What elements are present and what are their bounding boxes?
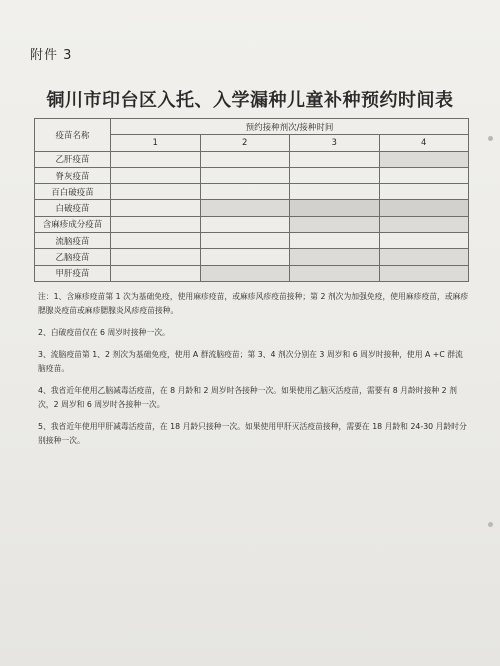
- punch-hole-bottom: [488, 522, 493, 527]
- schedule-cell: [290, 216, 380, 232]
- schedule-cell: [379, 233, 469, 249]
- schedule-cell: [200, 233, 290, 249]
- note-4: 4、我省近年使用乙脑减毒活疫苗，在 8 月龄和 2 周岁时各接种一次。如果使用乙脑灭活疫苗，需要有 8 月龄时接种 2 剂次，2 周岁和 6 周岁时各接种一次。: [38, 386, 457, 409]
- table-row: [35, 184, 469, 200]
- note-5: 5、我省近年使用甲肝减毒活疫苗，在 18 月龄只接种一次。如果使用甲肝灭活疫苗接种，需要在 18 月龄和 24-30 月龄时分别接种一次。: [38, 422, 467, 445]
- schedule-cell: [111, 216, 201, 232]
- dose-number-3: 3: [290, 135, 380, 151]
- dose-number-4: 4: [379, 135, 469, 151]
- table-header-row: [35, 119, 469, 135]
- schedule-cell: [200, 167, 290, 183]
- schedule-cell: [200, 184, 290, 200]
- schedule-cell: [379, 265, 469, 281]
- dose-number-2: 2: [200, 135, 290, 151]
- schedule-cell: [290, 265, 380, 281]
- vaccine-name: 脊灰疫苗: [35, 167, 111, 183]
- schedule-cell: [379, 216, 469, 232]
- vaccine-name: 乙脑疫苗: [35, 249, 111, 265]
- note-1: 注：1、含麻疹疫苗第 1 次为基础免疫，使用麻疹疫苗，或麻疹风疹疫苗接种；第 2 剂次为加强免疫，使用麻疹疫苗，或麻疹腮腺炎疫苗或麻疹腮腺炎风疹疫苗接种。: [38, 292, 469, 315]
- header-vaccine-name: 疫苗名称: [35, 119, 111, 152]
- attachment-label: 附件 3: [30, 48, 73, 63]
- schedule-cell: [290, 249, 380, 265]
- table-row: [35, 233, 469, 249]
- schedule-cell: [200, 200, 290, 216]
- schedule-cell: [111, 184, 201, 200]
- vaccine-name: 含麻疹成分疫苗: [35, 216, 111, 232]
- vaccine-name: 流脑疫苗: [35, 233, 111, 249]
- schedule-cell: [290, 184, 380, 200]
- schedule-cell: [200, 151, 290, 167]
- vaccine-name: 白破疫苗: [35, 200, 111, 216]
- vaccine-name: 乙肝疫苗: [35, 151, 111, 167]
- schedule-cell: [111, 200, 201, 216]
- schedule-cell: [200, 265, 290, 281]
- vaccine-name: 甲肝疫苗: [35, 265, 111, 281]
- schedule-cell: [379, 151, 469, 167]
- schedule-cell: [290, 233, 380, 249]
- schedule-cell: [379, 167, 469, 183]
- table-row: [35, 249, 469, 265]
- schedule-cell: [111, 167, 201, 183]
- schedule-cell: [200, 249, 290, 265]
- vaccine-name: 百白破疫苗: [35, 184, 111, 200]
- table-row: [35, 216, 469, 232]
- schedule-cell: [379, 249, 469, 265]
- schedule-cell: [111, 233, 201, 249]
- dose-number-1: 1: [111, 135, 201, 151]
- schedule-cell: [290, 167, 380, 183]
- notes-section: [38, 290, 470, 456]
- table-row: [35, 200, 469, 216]
- note-3: 3、流脑疫苗第 1、2 剂次为基础免疫，使用 A 群流脑疫苗；第 3、4 剂次分别在 3 周岁和 6 周岁时接种，使用 A +C 群流脑疫苗。: [38, 350, 463, 373]
- schedule-cell: [111, 265, 201, 281]
- header-dose-time: 预约接种剂次/接种时间: [111, 119, 469, 135]
- vaccination-schedule-table: [34, 118, 469, 282]
- table-row: [35, 151, 469, 167]
- page-title: 铜川市印台区入托、入学漏种儿童补种预约时间表: [46, 90, 454, 111]
- punch-hole-top: [488, 136, 493, 141]
- schedule-cell: [290, 200, 380, 216]
- note-2: 2、白破疫苗仅在 6 周岁时接种一次。: [38, 328, 170, 337]
- table-row: [35, 167, 469, 183]
- schedule-cell: [111, 151, 201, 167]
- schedule-cell: [379, 184, 469, 200]
- schedule-cell: [111, 249, 201, 265]
- table-row: [35, 265, 469, 281]
- schedule-cell: [379, 200, 469, 216]
- schedule-cell: [200, 216, 290, 232]
- schedule-cell: [290, 151, 380, 167]
